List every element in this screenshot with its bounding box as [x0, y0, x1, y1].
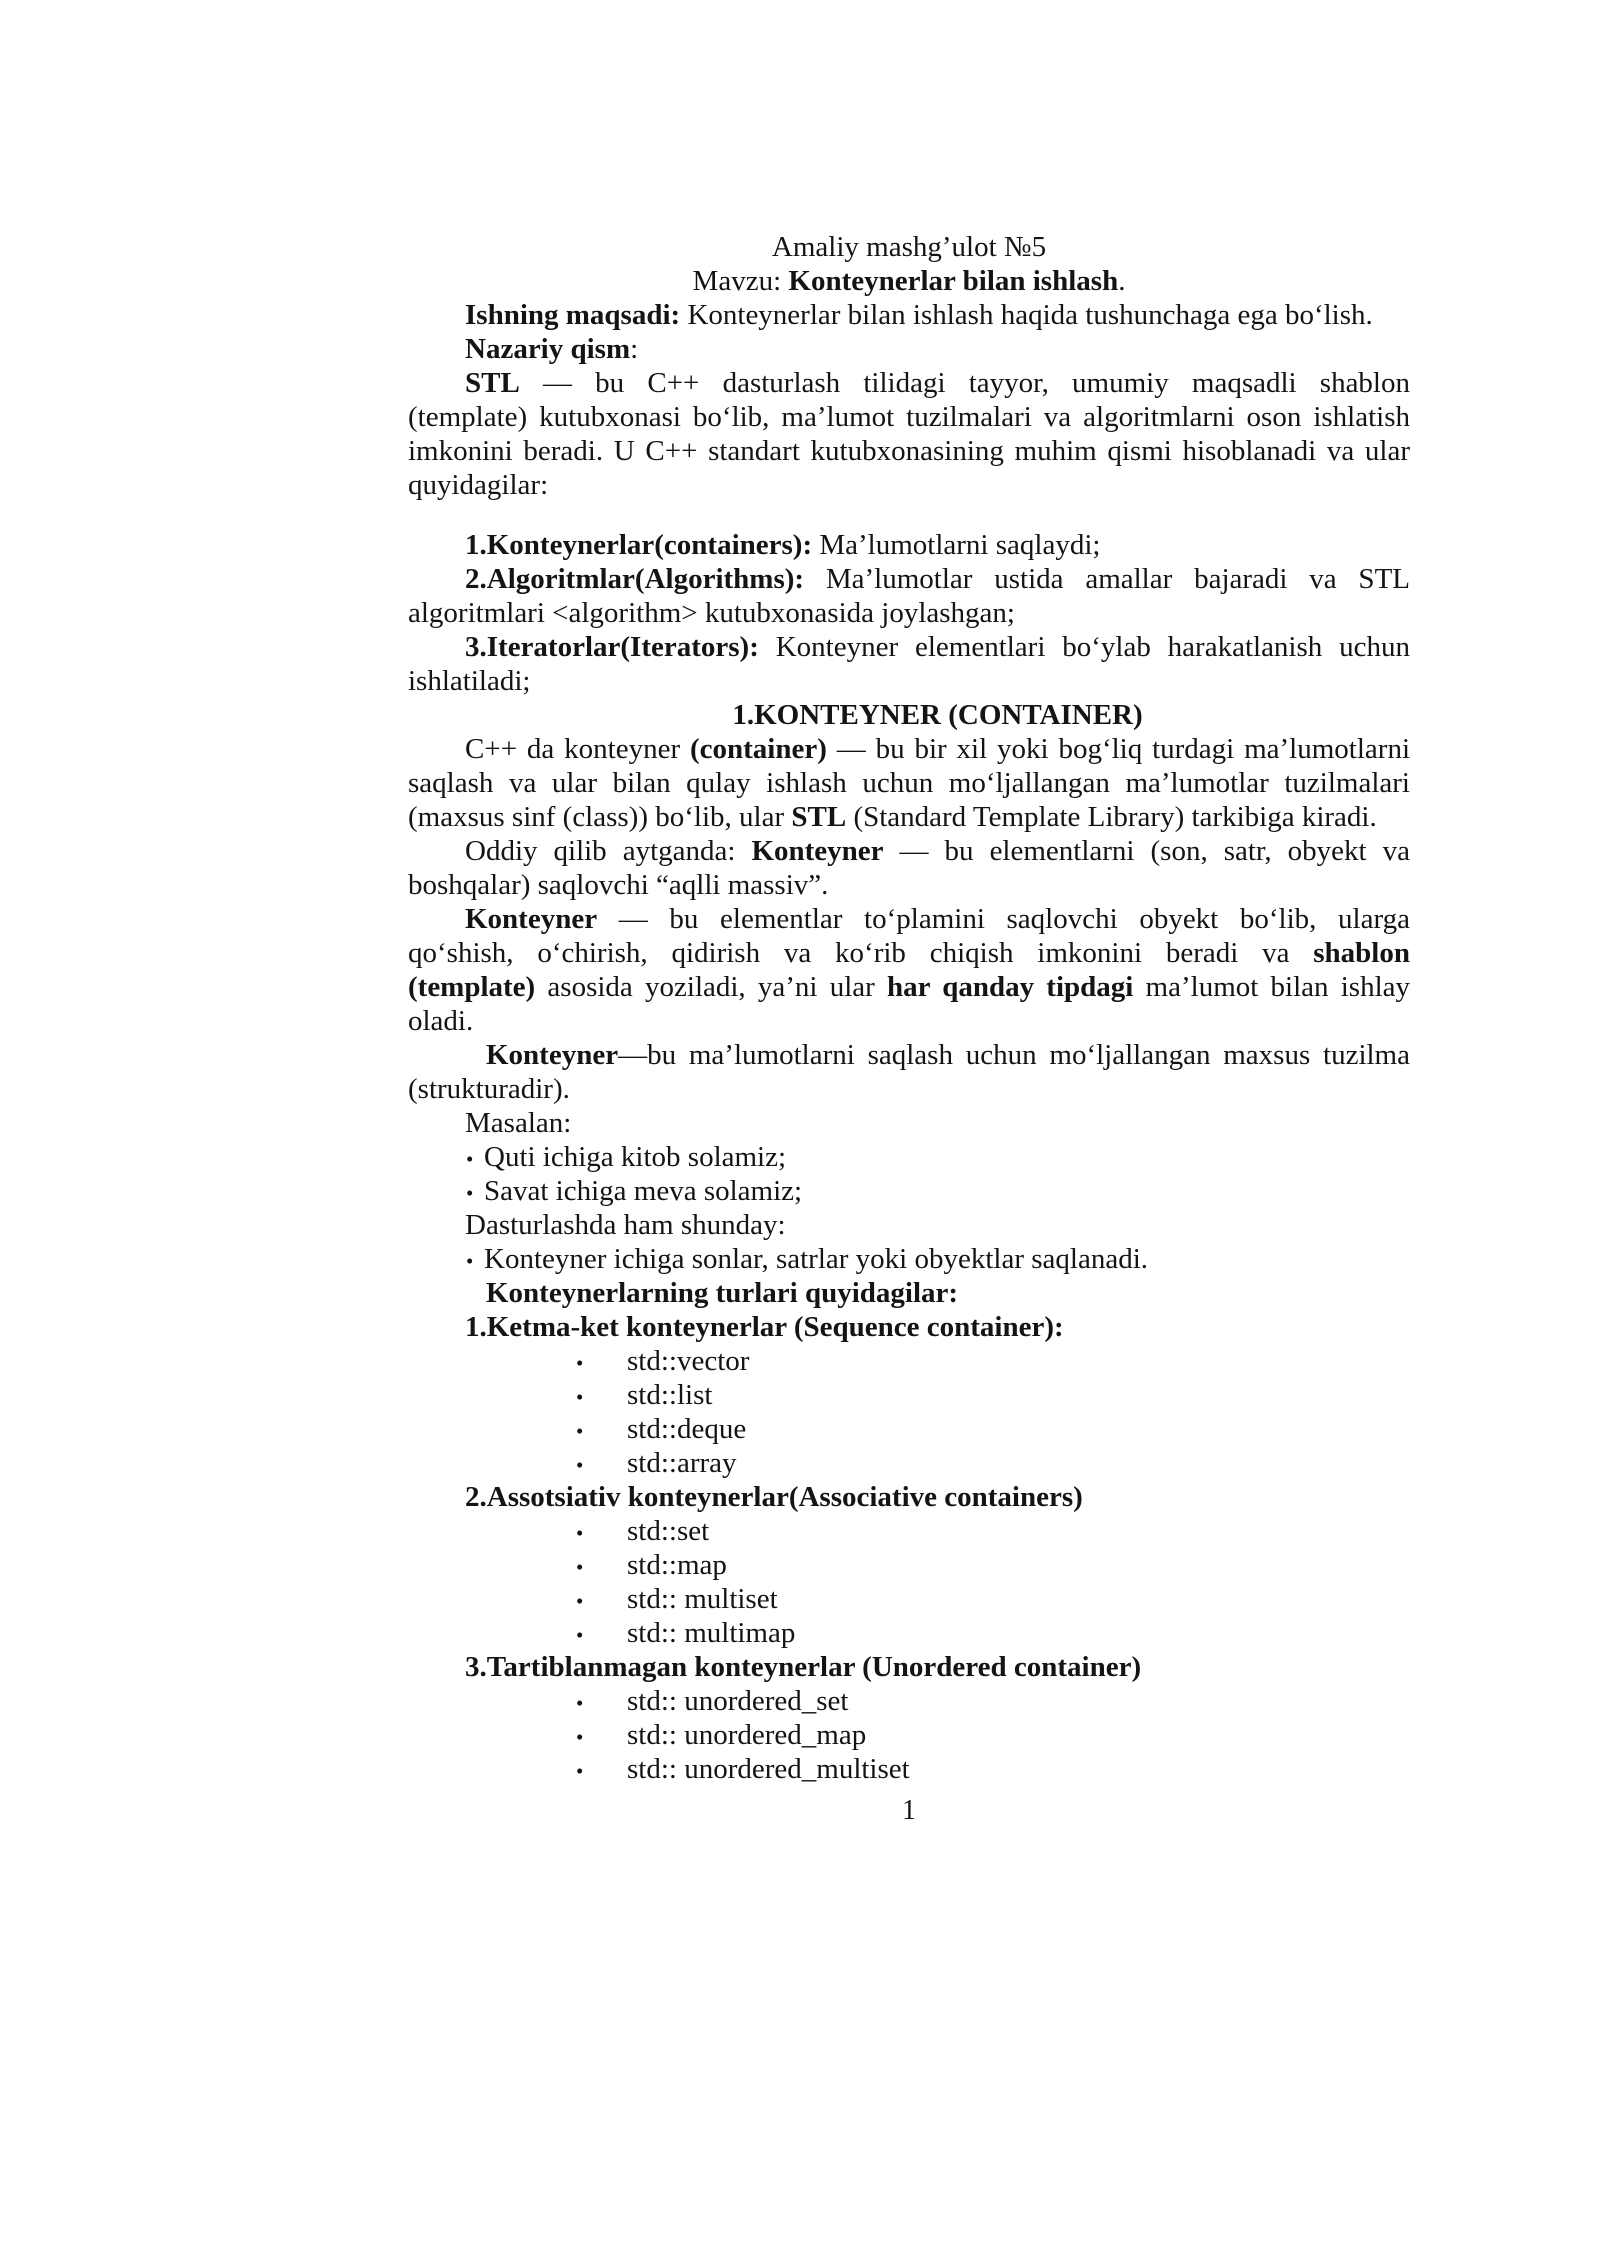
list-item	[576, 1582, 1410, 1616]
list-item	[576, 1548, 1410, 1582]
text-line	[408, 596, 1410, 630]
text-line	[408, 434, 1410, 468]
text-run: Oddiy qilib aytganda:	[465, 835, 752, 867]
bold-text-run: 1.Konteynerlar(containers):	[465, 529, 813, 561]
list-item	[408, 1242, 1410, 1276]
bold-text-run: 1.Ketma-ket konteynerlar (Sequence container):	[465, 1311, 1064, 1343]
list-item	[408, 1174, 1410, 1208]
bold-text-run: Konteyner	[486, 1039, 619, 1071]
text-run: Konteynerlar bilan ishlash haqida tushunchaga ega boʻlish.	[680, 299, 1373, 331]
text-line	[408, 868, 1410, 902]
bold-text-run: STL	[465, 367, 520, 399]
bold-text-run: har qanday tipdagi	[887, 971, 1134, 1003]
bullet-icon: •	[576, 1623, 584, 1647]
text-line	[408, 1072, 1410, 1106]
text-line	[408, 766, 1410, 800]
bold-text-run: Ishning maqsadi:	[465, 299, 681, 331]
bold-text-run: 3.Tartiblanmagan konteynerlar (Unordered container)	[465, 1651, 1142, 1683]
text-run: (Standard Template Library) tarkibiga kiradi.	[846, 801, 1377, 833]
text-run: ishlatiladi;	[408, 665, 531, 697]
bullet-icon: •	[576, 1725, 584, 1749]
text-run: quyidagilar:	[408, 469, 549, 501]
bullet-icon: •	[576, 1453, 584, 1477]
text-run: oladi.	[408, 1005, 474, 1037]
bold-text-run: (template)	[408, 971, 536, 1003]
text-run: Konteyner ichiga sonlar, satrlar yoki obyektlar saqlanadi.	[484, 1243, 1149, 1275]
text-run: std:: multimap	[627, 1617, 796, 1649]
text-run: algoritmlari <algorithm> kutubxonasida joylashgan;	[408, 597, 1015, 629]
bullet-icon: •	[466, 1249, 474, 1273]
text-run: std::list	[627, 1379, 713, 1411]
document-text	[408, 230, 1410, 1786]
bold-text-run: STL	[791, 801, 847, 833]
bold-text-run: 2.Algoritmlar(Algorithms):	[465, 563, 805, 595]
bold-text-run: Konteynerlarning turlari quyidagilar:	[486, 1277, 959, 1309]
text-line	[408, 630, 1410, 664]
text-line	[408, 970, 1410, 1004]
bold-text-run: 1.KONTEYNER (CONTAINER)	[732, 699, 1143, 731]
bold-text-run: 3.Iteratorlar(Iterators):	[465, 631, 759, 663]
text-run: std:: multiset	[627, 1583, 778, 1615]
text-run: (maxsus sinf (class)) boʻlib, ular	[408, 801, 792, 833]
bold-text-run: Konteyner	[751, 835, 884, 867]
page-number: 1	[902, 1795, 916, 1826]
text-run: std::array	[627, 1447, 737, 1479]
text-line	[408, 562, 1410, 596]
text-run: Masalan:	[465, 1107, 572, 1139]
bullet-icon: •	[466, 1147, 474, 1171]
text-line	[408, 400, 1410, 434]
bullet-icon: •	[576, 1589, 584, 1613]
text-line	[408, 902, 1410, 936]
subtitle-line	[408, 264, 1410, 298]
bold-text-run: shablon	[1313, 937, 1410, 969]
bullet-icon: •	[576, 1521, 584, 1545]
text-line	[408, 1038, 1410, 1072]
bullet-icon: •	[576, 1419, 584, 1443]
bold-text-run: Konteyner	[465, 903, 598, 935]
text-run: Ma’lumotlarni saqlaydi;	[812, 529, 1101, 561]
list-item	[576, 1616, 1410, 1650]
text-line	[408, 800, 1410, 834]
text-run: Quti ichiga kitob solamiz;	[484, 1141, 787, 1173]
list-item	[576, 1446, 1410, 1480]
blank-line	[408, 502, 1410, 528]
bold-text-run: Konteynerlar bilan ishlash	[788, 265, 1119, 297]
text-run: .	[1118, 265, 1126, 297]
list-item	[576, 1718, 1410, 1752]
text-line	[408, 528, 1410, 562]
text-run: asosida yoziladi, ya’ni ular	[535, 971, 888, 1003]
list-item	[576, 1684, 1410, 1718]
text-run: std::vector	[627, 1345, 750, 1377]
type-1-heading	[408, 1310, 1410, 1344]
title-line	[408, 230, 1410, 264]
text-run: Mavzu:	[692, 265, 789, 297]
list-item	[576, 1412, 1410, 1446]
text-run: std:: unordered_set	[627, 1685, 849, 1717]
text-line	[408, 366, 1410, 400]
bullet-icon: •	[576, 1691, 584, 1715]
text-run: (template) kutubxonasi boʻlib, ma’lumot tuzilmalari va algoritmlarni oson ishlatish	[408, 401, 1410, 433]
bullet-icon: •	[466, 1181, 474, 1205]
text-run: — bu elementlarni (son, satr, obyekt va	[883, 835, 1410, 867]
text-run: Amaliy mashg’ulot №5	[771, 231, 1047, 263]
text-line	[408, 1208, 1410, 1242]
text-line	[408, 834, 1410, 868]
text-run: qoʻshish, oʻchirish, qidirish va koʻrib chiqish imkonini beradi va	[408, 937, 1314, 969]
purpose-line	[408, 298, 1410, 332]
text-run: —bu ma’lumotlarni saqlash uchun moʻljallangan maxsus tuzilma	[618, 1039, 1410, 1071]
bullet-icon: •	[576, 1385, 584, 1409]
bullet-icon: •	[576, 1759, 584, 1783]
text-run: std:: unordered_multiset	[627, 1753, 910, 1785]
text-line	[408, 936, 1410, 970]
theory-heading	[408, 332, 1410, 366]
text-run: saqlash va ular bilan qulay ishlash uchun moʻljallangan ma’lumotlar tuzilmalari	[408, 767, 1410, 799]
bold-text-run: Nazariy qism	[465, 333, 631, 365]
text-line	[408, 1106, 1410, 1140]
list-item	[576, 1378, 1410, 1412]
text-line	[408, 732, 1410, 766]
text-run: — bu bir xil yoki bogʻliq turdagi ma’lumotlarni	[826, 733, 1410, 765]
section-heading	[408, 698, 1410, 732]
bold-text-run: (container)	[689, 733, 827, 765]
text-run: Dasturlashda ham shunday:	[465, 1209, 786, 1241]
text-run: ma’lumot bilan ishlay	[1133, 971, 1410, 1003]
text-line	[408, 468, 1410, 502]
text-run: — bu elementlar toʻplamini saqlovchi obyekt boʻlib, ularga	[597, 903, 1410, 935]
text-run: C++ da konteyner	[465, 733, 690, 765]
list-item	[576, 1344, 1410, 1378]
text-run: Ma’lumotlar ustida amallar bajaradi va STL	[804, 563, 1410, 595]
type-3-heading	[408, 1650, 1410, 1684]
list-item	[576, 1752, 1410, 1786]
text-run: Savat ichiga meva solamiz;	[484, 1175, 803, 1207]
text-run: std::set	[627, 1515, 710, 1547]
bullet-icon: •	[576, 1351, 584, 1375]
bullet-icon: •	[576, 1555, 584, 1579]
text-line	[408, 1004, 1410, 1038]
types-heading	[408, 1276, 1410, 1310]
text-run: — bu C++ dasturlash tilidagi tayyor, umumiy maqsadli shablon	[519, 367, 1410, 399]
list-item	[408, 1140, 1410, 1174]
text-run: std:: unordered_map	[627, 1719, 867, 1751]
text-line	[408, 664, 1410, 698]
text-run: imkonini beradi. U C++ standart kutubxonasining muhim qismi hisoblanadi va ular	[408, 435, 1410, 467]
text-run: boshqalar) saqlovchi “aqlli massiv”.	[408, 869, 829, 901]
text-run: std::deque	[627, 1413, 747, 1445]
text-run: std::map	[627, 1549, 727, 1581]
text-run: :	[630, 333, 639, 365]
list-item	[576, 1514, 1410, 1548]
bold-text-run: 2.Assotsiativ konteynerlar(Associative containers)	[465, 1481, 1083, 1513]
text-run: Konteyner elementlari boʻylab harakatlanish uchun	[758, 631, 1410, 663]
type-2-heading	[408, 1480, 1410, 1514]
text-run: (strukturadir).	[408, 1073, 570, 1105]
